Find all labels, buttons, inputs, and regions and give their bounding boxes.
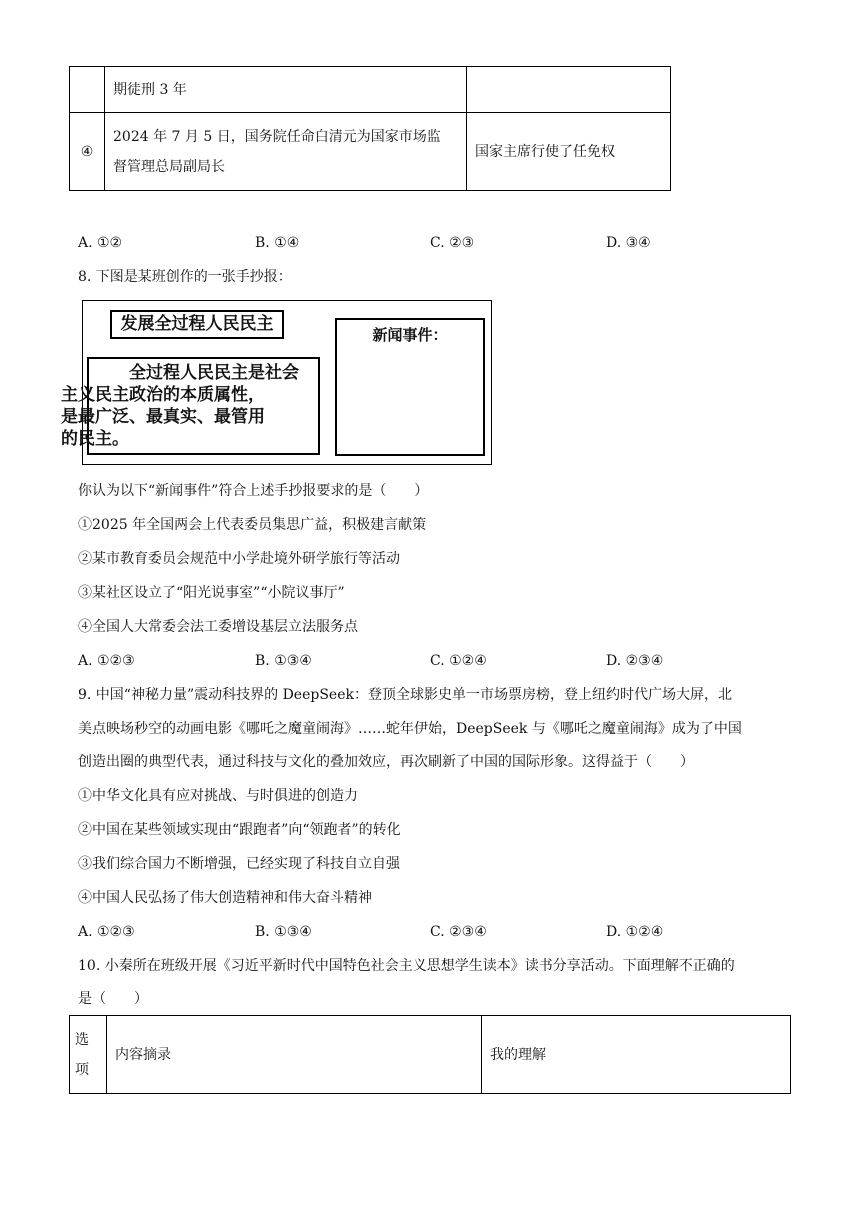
content-line: 督管理总局副局长 [113,158,225,175]
table-row [70,113,671,191]
header-col-option [70,1016,107,1094]
poster-text-line: 主义民主政治的本质属性， [61,385,265,405]
q10-table [69,1015,791,1094]
option-c[interactable]: C. ②③ [430,235,475,251]
q9-item: ④中国人民弘扬了伟大创造精神和伟大奋斗精神 [78,890,372,906]
table-header-row [70,1016,791,1094]
q9-item: ③我们综合国力不断增强，已经实现了科技自立自强 [78,856,400,872]
poster-news-box [335,318,485,456]
table-cell-content [105,113,467,191]
header-col-content: 内容摘录 [107,1016,482,1094]
q7-table [69,66,671,191]
poster-text-line: 全过程人民民主是社会 [129,363,299,383]
table-cell-content: 期徒刑 3 年 [105,67,467,113]
poster-text [61,357,320,455]
q8-item: ④全国人大常委会法工委增设基层立法服务点 [78,619,358,635]
option-a[interactable]: A. ①②③ [78,653,135,669]
table-cell-meaning [467,67,671,113]
q8-stem: 8. 下图是某班创作的一张手抄报： [78,269,292,285]
q8-item: ②某市教育委员会规范中小学赴境外研学旅行等活动 [78,551,400,567]
header-col-understanding: 我的理解 [482,1016,791,1094]
q8-question: 你认为以下“新闻事件”符合上述手抄报要求的是（ ） [78,483,429,499]
content-line: 2024 年 7 月 5 日，国务院任命白清元为国家市场监 [113,128,441,145]
option-a[interactable]: A. ①② [78,235,123,251]
option-b[interactable]: B. ①③④ [255,653,312,669]
poster-text-line: 是最广泛、最真实、最管用 [61,407,265,427]
option-c[interactable]: C. ①②④ [430,653,487,669]
q9-item: ①中华文化具有应对挑战、与时俱进的创造力 [78,788,358,804]
table-cell-meaning: 国家主席行使了任免权 [467,113,671,191]
q10-stem-line: 是（ ） [78,991,148,1007]
q8-item: ③某社区设立了“阳光说事室”“小院议事厅” [78,585,345,601]
q9-stem-line: 9. 中国“神秘力量”震动科技界的 DeepSeek：登顶全球影史单一市场票房榜，登上纽约时代广场大屏，北 [78,687,732,703]
poster-title: 发展全过程人民民主 [110,310,284,339]
option-b[interactable]: B. ①④ [255,235,300,251]
table-cell-num: ④ [70,113,105,191]
q9-stem-line: 创造出圈的典型代表，通过科技与文化的叠加效应，再次刷新了中国的国际形象。这得益于（ ） [78,754,694,770]
q8-item: ①2025 年全国两会上代表委员集思广益，积极建言献策 [78,517,427,533]
q9-item: ②中国在某些领域实现由“跟跑者”向“领跑者”的转化 [78,822,401,838]
option-d[interactable]: D. ③④ [606,235,651,251]
table-cell-num [70,67,105,113]
option-b[interactable]: B. ①③④ [255,924,312,940]
header-line: 选 [75,1031,89,1048]
poster-news-label: 新闻事件： [372,326,448,344]
q9-stem-line: 美点映场秒空的动画电影《哪吒之魔童闹海》……蛇年伊始，DeepSeek 与《哪吒之魔童闹海》成为了中国 [78,721,742,737]
handmade-poster [61,300,492,465]
table-row [70,67,671,113]
option-c[interactable]: C. ②③④ [430,924,487,940]
header-line: 项 [75,1061,89,1078]
q10-stem-line: 10. 小秦所在班级开展《习近平新时代中国特色社会主义思想学生读本》读书分享活动。下面理解不正确的 [78,958,735,974]
option-a[interactable]: A. ①②③ [78,924,135,940]
option-d[interactable]: D. ②③④ [606,653,664,669]
option-d[interactable]: D. ①②④ [606,924,664,940]
poster-text-line: 的民主。 [61,429,129,449]
